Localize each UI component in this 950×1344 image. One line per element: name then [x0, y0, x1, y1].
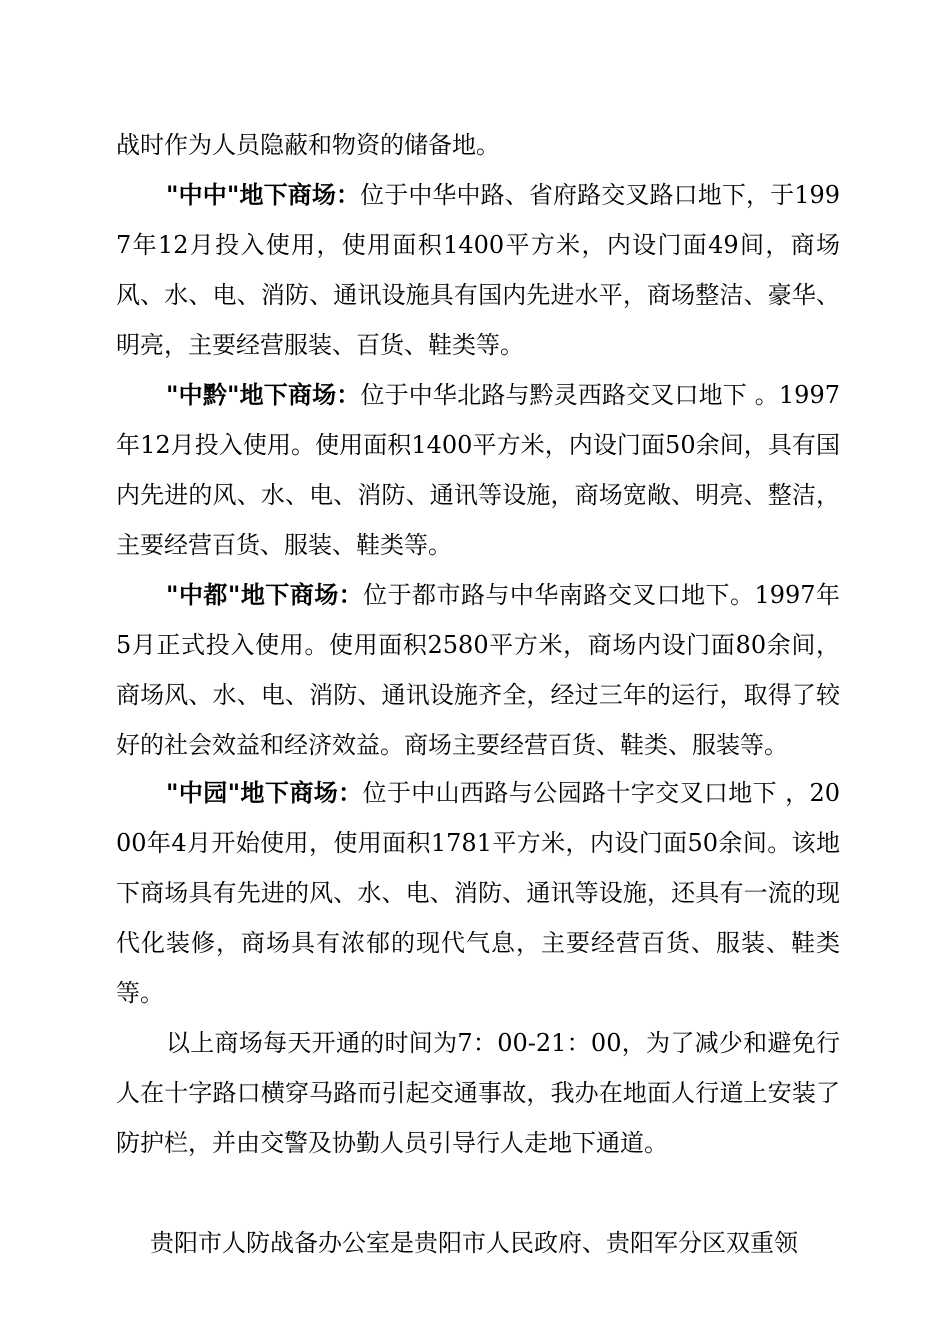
paragraph-zhongdu-mall — [116, 570, 840, 770]
paragraph-heading: "中中"地下商场： — [166, 181, 361, 209]
paragraph-text: 以上商场每天开通的时间为7：00-21：00，为了减少和避免行人在十字路口横穿马路而引起交通事故，我办在地面人行道上安装了防护栏，并由交警及协勤人员引导行人走地下通道。 — [116, 1029, 840, 1157]
paragraph-zhongzhong-mall — [116, 170, 840, 370]
paragraph-zhongyuan-mall — [116, 768, 840, 1018]
paragraph-text: 战时作为人员隐蔽和物资的储备地。 — [116, 131, 500, 159]
paragraph-heading: "中园"地下商场： — [166, 779, 363, 807]
paragraph-intro-continuation — [116, 120, 840, 170]
paragraph-office-intro — [150, 1218, 840, 1268]
paragraph-opening-hours — [116, 1018, 840, 1168]
paragraph-zhongqian-mall — [116, 370, 840, 570]
paragraph-heading: "中都"地下商场： — [166, 581, 364, 609]
paragraph-text: 位于中山西路与公园路十字交叉口地下 ，2000年4月开始使用，使用面积1781平方米，内设门面50余间。该地下商场具有先进的风、水、电、消防、通讯等设施，还具有一流的现代化装修，商场具有浓郁的现代气息，主要经营百货、服装、鞋类等。 — [116, 779, 840, 1007]
paragraph-text: 位于都市路与中华南路交叉口地下。1997年5月正式投入使用。使用面积2580平方米，商场内设门面80余间，商场风、水、电、消防、通讯设施齐全，经过三年的运行，取得了较好的社会效益和经济效益。商场主要经营百货、鞋类、服装等。 — [116, 581, 841, 759]
paragraph-text: 位于中华北路与黔灵西路交叉口地下 。1997年12月投入使用。使用面积1400平方米，内设门面50余间，具有国内先进的风、水、电、消防、通讯等设施，商场宽敞、明亮、整洁，主要经营百货、服装、鞋类等。 — [116, 381, 840, 559]
paragraph-text: 贵阳市人防战备办公室是贵阳市人民政府、贵阳军分区双重领 — [150, 1229, 798, 1257]
paragraph-text: 位于中华中路、省府路交叉路口地下，于1997年12月投入使用，使用面积1400平方米，内设门面49间，商场风、水、电、消防、通讯设施具有国内先进水平，商场整洁、豪华、明亮，主要经营服装、百货、鞋类等。 — [116, 181, 841, 359]
paragraph-heading: "中黔"地下商场： — [166, 381, 361, 409]
